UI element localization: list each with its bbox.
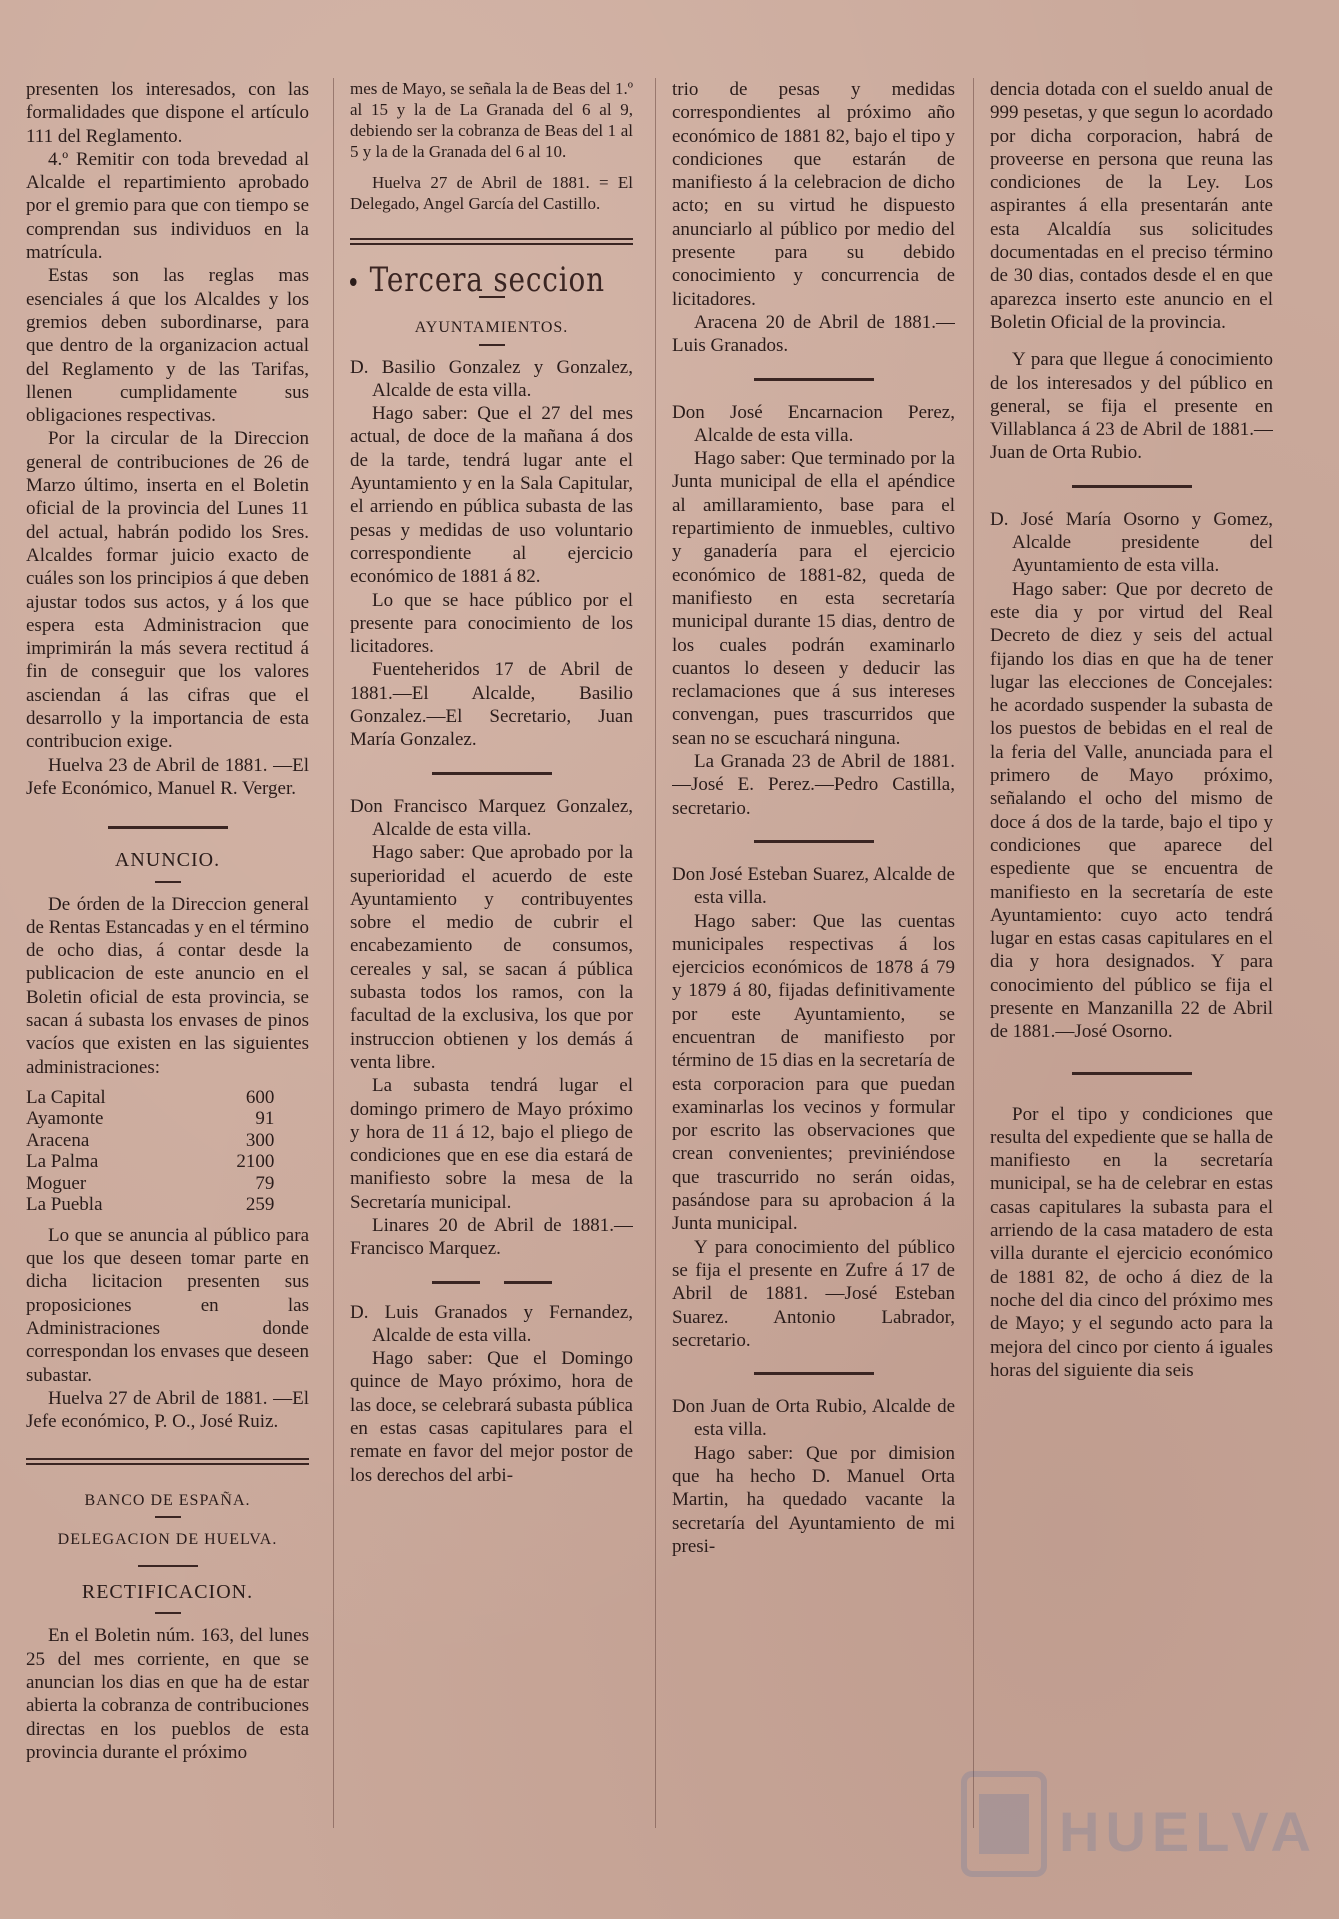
admin-value: 300 (245, 1129, 275, 1151)
admin-name: La Capital (26, 1086, 106, 1108)
table-row (26, 1087, 286, 1109)
signature: Huelva 27 de Abril de 1881. —El Jefe económico, P. O., José Ruiz. (26, 1387, 309, 1433)
separator (155, 1612, 181, 1614)
notice-heading (350, 795, 633, 842)
section-heading: AYUNTAMIENTOS. (414, 319, 569, 337)
signature: Huelva 27 de Abril de 1881. = El Delegado, Angel García del Castillo. (350, 173, 633, 213)
signature: Huelva 23 de Abril de 1881. —El Jefe Económico, Manuel R. Verger. (26, 754, 309, 799)
paragraph: Hago saber: Que por decreto de este dia y por virtud del Real Decreto de diez y seis del actual fijando los dias en que ha de tener lugar las elecciones de Concejales: he acordado suspender la subasta de los puestos de bebidas en el real de la feria del Valle, anunciada para el primero de Mayo próximo, señalando el ocho del mismo de doce á dos de la tarde, bajo el tipo y condiciones que aparece del espediente que se encuentra de manifiesto en la secretaría de este Ayuntamiento: cuyo acto tendrá lugar en estas casas capitulares en el dia y hora designados. Y para conocimiento del público se fija el presente en Manzanilla 22 de Abril de 1881.—José Osorno. (990, 578, 1273, 1043)
admin-value: 79 (255, 1172, 275, 1194)
admin-name: Moguer (26, 1172, 87, 1194)
paragraph: De órden de la Direccion general de Rentas Estancadas y en el término de ocho dias, á contar desde la publicacion de este anuncio en el Boletin oficial de esta provincia, se sacan á subasta los envases de pinos vacíos que existen en las siguientes administraciones: (26, 893, 309, 1078)
paragraph: Hago saber: Que las cuentas municipales respectivas á los ejercicios económicos de 1878 á 79 y 1879 á 80, fijadas definitivamente por este Ayuntamiento, se encuentran de manifiesto por término de 15 dias en la secretaría de esta corporacion para que puedan examinarlas los vecinos y formular por escrito las observaciones que crean convenientes; previniéndose que trascurrido no serán oidas, pasándose para su aprobacion á la Junta municipal. (672, 910, 955, 1235)
signature: Linares 20 de Abril de 1881.—Francisco Marquez. (350, 1214, 633, 1260)
column-3 (672, 78, 955, 1898)
notice-lead: Don Juan de Orta Rubio, Alcalde de esta villa. (672, 1396, 955, 1441)
paragraph: Y para que llegue á conocimiento de los interesados y del público en general, se fija el presente en Villablanca á 23 de Abril de 1881.—Juan de Orta Rubio. (990, 349, 1273, 464)
bullet-icon (350, 278, 357, 286)
notice-lead: Don José Encarnacion Perez, Alcalde de esta villa. (672, 401, 955, 446)
notice-lead: Don Francisco Marquez Gonzalez, Alcalde de esta villa. (350, 795, 633, 840)
table-row (26, 1151, 286, 1173)
notice-lead: D. Basilio Gonzalez y Gonzalez, Alcalde de esta villa. (350, 356, 633, 401)
paragraph: mes de Mayo, se señala la de Beas del 1.º al 15 y la de La Granada del 6 al 9, debiendo ser la cobranza de Beas del 1 al 5 y la de la Granada del 6 al 10. (350, 79, 633, 161)
column-rule (333, 78, 334, 1828)
paragraph: Y para conocimiento del público se fija el presente en Zufre á 17 de Abril de 1881. —José Esteban Suarez. Antonio Labrador, secretario. (672, 1236, 955, 1351)
admin-value: 91 (255, 1108, 275, 1130)
paragraph: Hago saber: Que el 27 del mes actual, de doce de la mañana á dos de la tarde, tendrá lugar ante el Ayuntamiento y en la Sala Capitular, el arriendo en pública subasta de las pesas y medidas de uso voluntario correspondiente al ejercicio económico de 1881 á 82. (350, 403, 633, 588)
section-heading: RECTIFICACION. (81, 1581, 254, 1604)
paragraph: 4.º Remitir con toda brevedad al Alcalde el repartimiento aprobado por el gremio para que con tiempo se comprendan sus individuos en la matrícula. (26, 148, 309, 264)
section-title (350, 260, 605, 300)
admin-name: Ayamonte (26, 1108, 104, 1130)
signature: La Granada 23 de Abril de 1881.—José E. Perez.—Pedro Castilla, secretario. (672, 751, 955, 819)
column-4 (990, 78, 1273, 1898)
notice-heading (990, 508, 1273, 578)
paragraph: Por la circular de la Direccion general de contribuciones de 26 de Marzo último, inserta en el Boletin oficial de la provincia del Lunes 11 del actual, habrán podido los Sres. Alcaldes formar juicio exacto de cuáles son los principios á que deben ajustar todos sus actos, y á los que espera esta Administracion que imprimirán la más severa rectitud á fin de conseguir que los valores asciendan á las cifras que el desarrollo y la importancia de esta contribucion exige. (26, 428, 309, 753)
separator (1072, 485, 1192, 488)
paragraph: Por el tipo y condiciones que resulta del expediente que se halla de manifiesto en la secretaría municipal, se ha de celebrar en estas casas capitulares la subasta para el arriendo de la casa matadero de esta villa durante el ejercicio económico de 1881 82, de ocho á diez de la noche del dia cinco del próximo mes de Mayo; y el segundo acto para la mejora del cinco por ciento á iguales horas del siguiente dia seis (990, 1103, 1273, 1381)
separator (754, 378, 874, 381)
paragraph: dencia dotada con el sueldo anual de 999 pesetas, y que segun lo acordado por dicha corporacion, habrá de proveerse en persona que reuna las condiciones de la Ley. Los aspirantes á ella presentarán ante esta Alcaldía sus solicitudes documentadas en el preciso término de 30 dias, contados desde el en que aparezca inserto este anuncio en el Boletin Oficial de la provincia. (990, 79, 1273, 333)
admin-value: 2100 (236, 1151, 275, 1173)
separator (138, 1565, 198, 1567)
separator (26, 1458, 309, 1465)
admin-value: 600 (245, 1086, 275, 1108)
section-title-text: Tercera seccion (369, 260, 605, 300)
administrations-table (26, 1087, 286, 1216)
separator (155, 881, 181, 883)
section-heading: ANUNCIO. (114, 849, 221, 872)
column-2 (350, 78, 633, 1898)
signature: Fuenteheridos 17 de Abril de 1881.—El Alcalde, Basilio Gonzalez.—El Secretario, Juan María Gonzalez. (350, 659, 633, 751)
watermark-text: HUELVA (1059, 1800, 1317, 1863)
table-row (26, 1194, 286, 1216)
paragraph: Hago saber: Que por dimision que ha hecho D. Manuel Orta Martin, ha quedado vacante la secretaría del Ayuntamiento de mi presi- (672, 1442, 955, 1557)
notice-lead: Don José Esteban Suarez, Alcalde de esta villa. (672, 863, 955, 909)
table-row (26, 1173, 286, 1195)
admin-value: 259 (245, 1194, 275, 1216)
column-rule (973, 78, 974, 1828)
paragraph: Hago saber: Que terminado por la Junta municipal de ella el apéndice al amillaramiento, base para el repartimiento de inmuebles, cultivo y ganadería para el ejercicio económico de 1881-82, queda de manifiesto en esta secretaría municipal durante 15 dias, dentro de los cuales podrán examinarlo cuantos lo deseen y deducir las reclamaciones que á sus intereses convengan, pues trascurridos que sean no se escuchará ninguna. (672, 448, 955, 749)
table-row (26, 1130, 286, 1152)
notice-heading (350, 1301, 633, 1348)
separator (1072, 1072, 1192, 1075)
column-rule (655, 78, 656, 1828)
section-heading: BANCO DE ESPAÑA. (84, 1491, 251, 1509)
notice-heading (672, 863, 955, 910)
paragraph: trio de pesas y medidas correspondientes al próximo año económico de 1881 82, bajo el tipo y condiciones que estarán de manifiesto á la celebracion de dicho acto; en su virtud he dispuesto anunciarlo al público por medio del presente para su debido conocimiento y concurrencia de licitadores. (672, 79, 955, 310)
separator (754, 1372, 874, 1375)
notice-heading (350, 356, 633, 403)
paragraph: presenten los interesados, con las formalidades que dispone el artículo 111 del Reglamento. (26, 79, 309, 147)
notice-heading (672, 1395, 955, 1442)
admin-name: La Puebla (26, 1194, 103, 1216)
notice-heading (672, 401, 955, 448)
separator (479, 344, 505, 346)
paragraph: Lo que se anuncia al público para que los que deseen tomar parte en dicha licitacion presenten sus proposiciones en las Administraciones donde correspondan los envases que deseen subastar. (26, 1224, 309, 1386)
paragraph: Estas son las reglas mas esenciales á que los Alcaldes y los gremios deben subordinarse, para que dentro de la organizacion actual del Reglamento y de las Tarifas, llenen cumplidamente sus obligaciones respectivas. (26, 265, 309, 427)
separator (108, 826, 228, 829)
separator (754, 840, 874, 843)
separator (155, 1516, 181, 1518)
table-row (26, 1108, 286, 1130)
paragraph: En el Boletin núm. 163, del lunes 25 del mes corriente, en que se anuncian los dias en que ha de estar abierta la cobranza de contribuciones directas en los pueblos de esta provincia durante el próximo (26, 1625, 309, 1763)
signature: Aracena 20 de Abril de 1881.—Luis Granados. (672, 311, 955, 357)
section-heading: DELEGACION DE HUELVA. (57, 1530, 278, 1548)
column-1 (26, 78, 309, 1898)
separator (350, 238, 633, 245)
separator (432, 772, 552, 775)
admin-name: La Palma (26, 1151, 99, 1173)
notice-lead: D. José María Osorno y Gomez, Alcalde presidente del Ayuntamiento de esta villa. (990, 508, 1273, 577)
paragraph: Lo que se hace público por el presente para conocimiento de los licitadores. (350, 589, 633, 658)
paragraph: Hago saber: Que el Domingo quince de Mayo próximo, hora de las doce, se celebrará subasta pública en estas casas capitulares para el remate en favor del mejor postor de los derechos del arbi- (350, 1348, 633, 1486)
paragraph: La subasta tendrá lugar el domingo primero de Mayo próximo y hora de 11 á 12, bajo el pliego de condiciones que en ese dia estará de manifiesto sobre la mesa de la Secretaría municipal. (350, 1075, 633, 1213)
notice-lead: D. Luis Granados y Fernandez, Alcalde de esta villa. (350, 1301, 633, 1346)
admin-name: Aracena (26, 1129, 90, 1151)
paragraph: Hago saber: Que aprobado por la superioridad el acuerdo de este Ayuntamiento y contribuyentes sobre el medio de cubrir el encabezamiento de consumos, cereales y sal, se sacan á pública subasta todos los ramos, con la facultad de la exclusiva, los que por instruccion obtienen y los demás á venta libre. (350, 842, 633, 1073)
